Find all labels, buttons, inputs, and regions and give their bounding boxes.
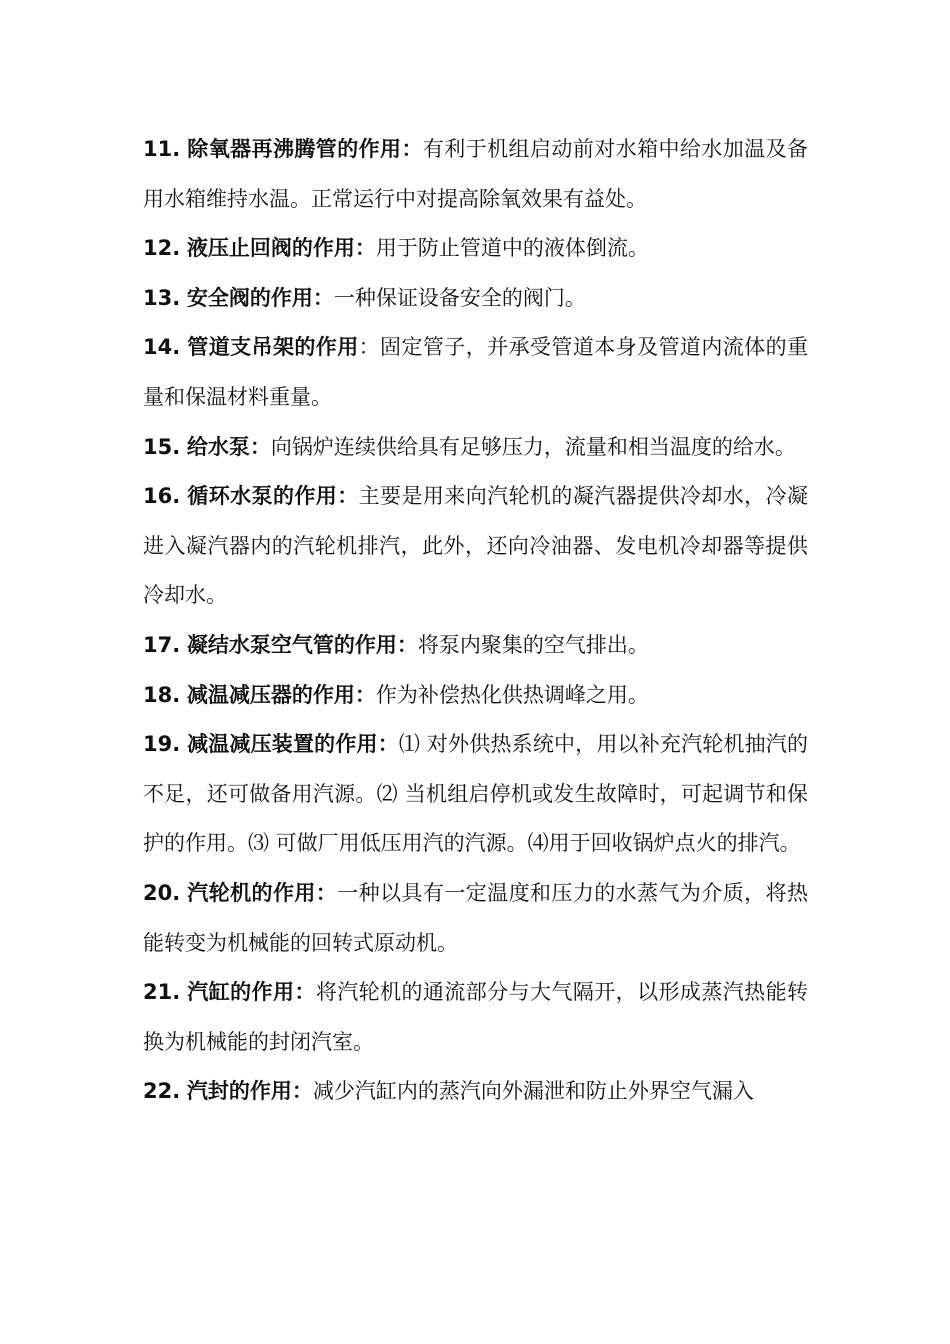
item-term: 给水泵： — [186, 434, 271, 459]
list-item — [143, 621, 808, 671]
list-item — [143, 274, 808, 324]
list-item — [143, 968, 808, 1067]
item-description: 主要是用来向汽轮机的凝汽器提供冷却水，冷凝进入凝汽器内的汽轮机排汽，此外，还向冷油器、发电机冷却器等提供冷却水。 — [143, 484, 808, 608]
document-body — [143, 125, 808, 1117]
list-item — [143, 671, 808, 721]
item-description: 一种保证设备安全的阀门。 — [333, 285, 586, 310]
item-description: 将汽轮机的通流部分与大气隔开，以形成蒸汽热能转换为机械能的封闭汽室。 — [143, 980, 808, 1054]
item-number: 17. — [143, 632, 181, 657]
item-term: 减温减压器的作用： — [186, 682, 376, 707]
list-item — [143, 1067, 808, 1117]
item-description: ：固定管子，并承受管道本身及管道内流体的重量和保温材料重量。 — [143, 335, 808, 409]
item-term: 凝结水泵空气管的作用： — [186, 632, 418, 657]
item-term: 汽封的作用： — [186, 1079, 313, 1104]
item-number: 22. — [143, 1079, 181, 1104]
item-number: 19. — [143, 732, 181, 757]
item-term: 安全阀的作用： — [186, 285, 334, 310]
list-item — [143, 720, 808, 869]
item-number: 20. — [143, 880, 181, 905]
item-term: 液压止回阀的作用： — [186, 236, 376, 261]
item-description: 一种以具有一定温度和压力的水蒸气为介质，将热能转变为机械能的回转式原动机。 — [143, 880, 809, 955]
item-term: 管道支吊架的作用 — [187, 335, 359, 360]
item-term: 除氧器再沸腾管的作用： — [187, 137, 423, 161]
item-term: 汽缸的作用： — [187, 980, 316, 1005]
item-number: 16. — [143, 484, 181, 509]
item-term: 减温减压装置的作用： — [187, 732, 399, 757]
item-description: 作为补偿热化供热调峰之用。 — [375, 682, 649, 707]
item-number: 12. — [143, 236, 181, 261]
item-description: 向锅炉连续供给具有足够压力，流量和相当温度的给水。 — [270, 434, 796, 459]
item-number: 14. — [143, 335, 181, 360]
list-item — [143, 472, 808, 621]
item-number: 15. — [143, 434, 181, 459]
item-term: 汽轮机的作用： — [187, 880, 338, 905]
list-item — [143, 423, 808, 473]
list-item — [143, 869, 808, 968]
item-description: 将泵内聚集的空气排出。 — [417, 632, 649, 657]
item-description: ⑴ 对外供热系统中，用以补充汽轮机抽汽的不足，还可做备用汽源。⑵ 当机组启停机或发生故障时，可起调节和保护的作用。⑶ 可做厂用低压用汽的汽源。⑷用于回收锅炉点火的排汽。 — [143, 732, 808, 856]
item-description: 用于防止管道中的液体倒流。 — [375, 236, 649, 261]
item-number: 21. — [143, 980, 181, 1005]
item-number: 13. — [143, 285, 181, 310]
item-number: 18. — [143, 682, 181, 707]
item-term: 循环水泵的作用： — [187, 484, 359, 509]
list-item — [143, 323, 808, 422]
list-item — [143, 125, 808, 224]
item-number: 11. — [143, 137, 181, 161]
list-item — [143, 224, 808, 274]
item-description: 有利于机组启动前对水箱中给水加温及备用水箱维持水温。正常运行中对提高除氧效果有益处。 — [143, 137, 808, 211]
item-description: 减少汽缸内的蒸汽向外漏泄和防止外界空气漏入 — [312, 1079, 754, 1104]
